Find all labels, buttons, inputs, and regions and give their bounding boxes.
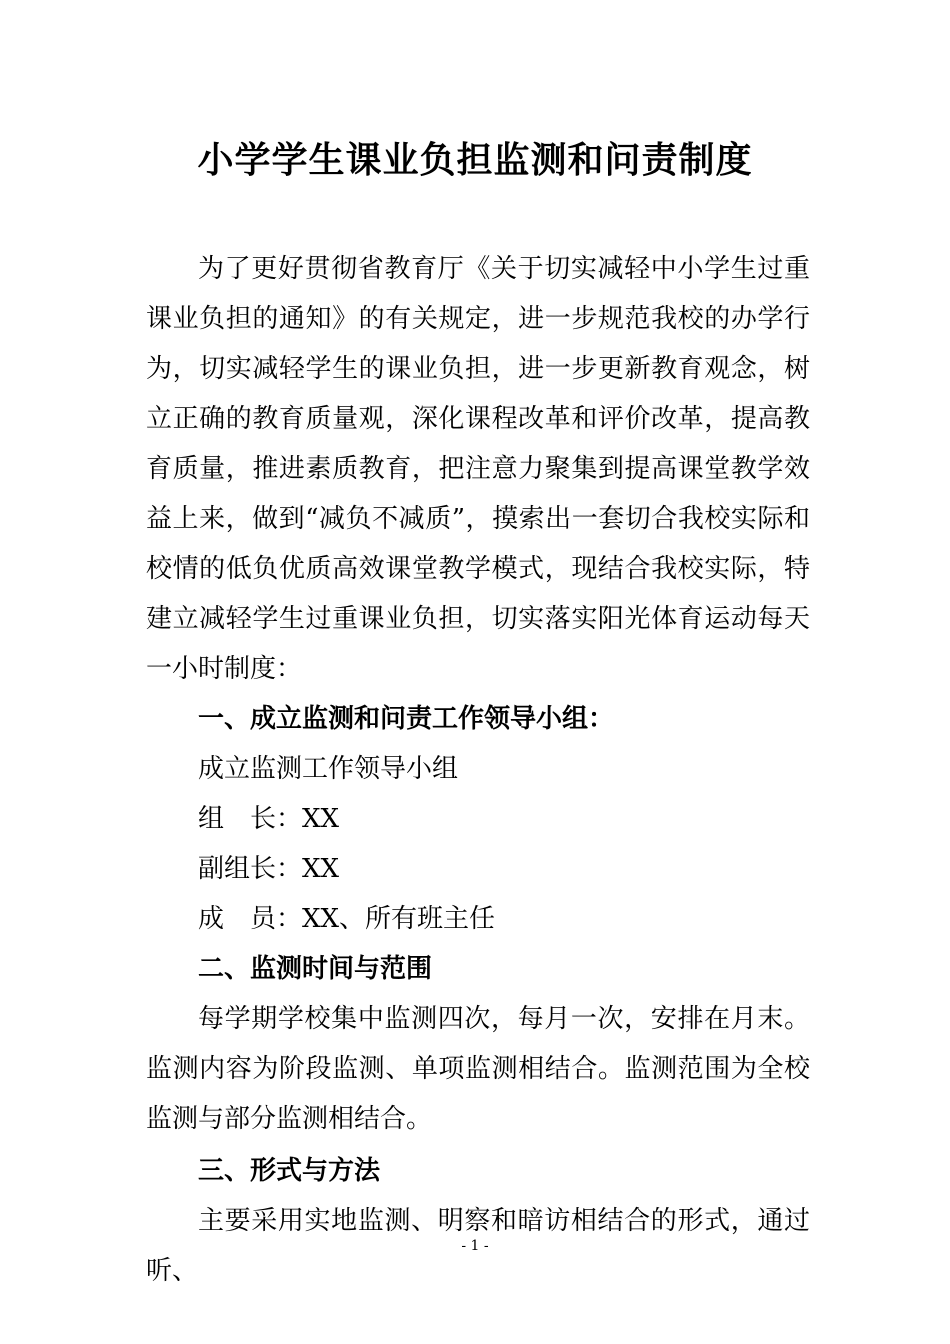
section-3-paragraph: 主要采用实地监测、明察和暗访相结合的形式，通过听、 bbox=[146, 1206, 810, 1286]
section-2-heading: 二、监测时间与范围 bbox=[198, 954, 433, 984]
section-3-heading: 三、形式与方法 bbox=[198, 1156, 381, 1186]
page-number: - 1 - bbox=[461, 1238, 489, 1254]
document-title: 小学学生课业负担监测和问责制度 bbox=[197, 139, 753, 181]
deputy-leader-line: 副组长：XX bbox=[198, 854, 340, 884]
intro-paragraph: 为了更好贯彻省教育厅《关于切实减轻中小学生过重课业负担的通知》的有关规定，进一步规范我校的办学行为，切实减轻学生的课业负担，进一步更新教育观念，树立正确的教育质量观，深化课程改革和评价改革，提高教育质量，推进素质教育，把注意力聚集到提高课堂教学效益上来，做到“减负不减质”，摸索出一套切合我校实际和校情的低负优质高效课堂教学模式，现结合我校实际，特建立减轻学生过重课业负担，切实落实阳光体育运动每天一小时制度： bbox=[146, 254, 810, 684]
document-body bbox=[146, 244, 810, 1296]
members-line: 成 员：XX、所有班主任 bbox=[198, 904, 496, 934]
section-2-paragraph: 每学期学校集中监测四次，每月一次，安排在月末。监测内容为阶段监测、单项监测相结合。监测范围为全校监测与部分监测相结合。 bbox=[146, 1004, 810, 1134]
section-1-heading: 一、成立监测和问责工作领导小组： bbox=[198, 704, 615, 734]
group-leader-line: 组 长：XX bbox=[198, 804, 340, 834]
leadership-group-line: 成立监测工作领导小组 bbox=[198, 754, 459, 784]
